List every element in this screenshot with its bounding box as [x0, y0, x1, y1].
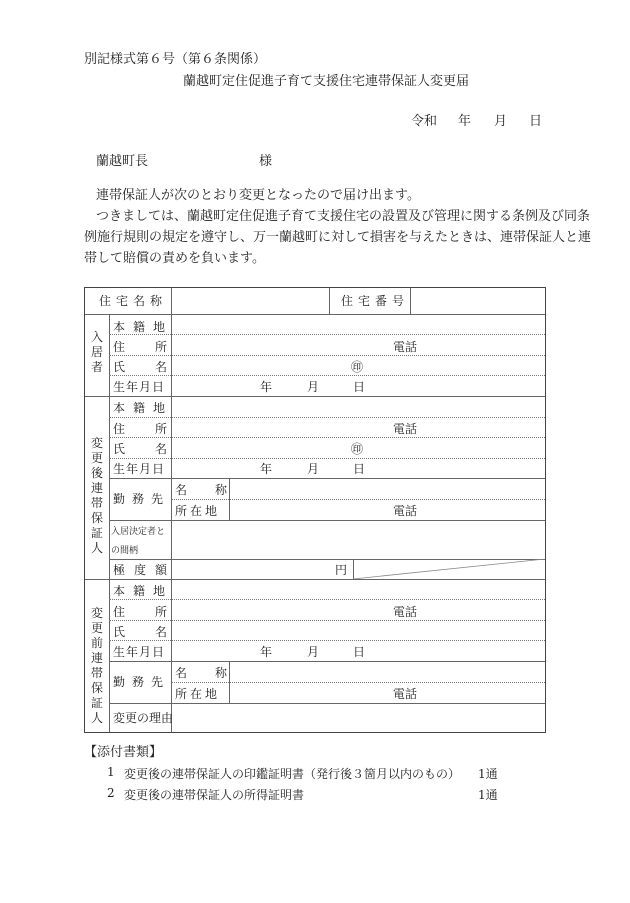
date-era: 令和 [411, 114, 438, 129]
vertical-char: 入 [90, 330, 103, 344]
vertical-char: 帯 [90, 666, 103, 680]
vertical-char: 人 [90, 541, 103, 555]
new-guarantor-section-label [90, 436, 104, 556]
new-guarantor-limit-yen: 円 [335, 563, 348, 577]
old-guarantor-birth-month: 月 [307, 645, 320, 659]
old-guarantor-section-label [90, 606, 104, 726]
old-guarantor-company-name-label-1: 名 [175, 666, 188, 680]
resident-name-label-2: 名 [155, 360, 168, 374]
vertical-char: 帯 [90, 496, 103, 510]
change-form-table [84, 287, 546, 733]
body-paragraph-2-line-2: 例施行規則の規定を遵守し、万一蘭越町に対して損害を与えたときは、連帯保証人と連 [84, 230, 592, 245]
attachment-quantity: 1通 [478, 767, 498, 781]
new-guarantor-relation-label-2: の間柄 [111, 546, 139, 556]
date-day: 日 [529, 114, 543, 129]
vertical-char: 前 [90, 636, 103, 650]
new-guarantor-workplace-label: 勤務先 [113, 492, 171, 506]
new-guarantor-company-name-label-2: 称 [215, 483, 228, 497]
housing-name-label: 住宅名称 [99, 294, 168, 308]
new-guarantor-address-label-2: 所 [155, 422, 168, 436]
old-guarantor-birth-day: 日 [353, 645, 366, 659]
old-guarantor-company-name-label-2: 称 [215, 666, 228, 680]
vertical-char: 連 [90, 651, 103, 665]
form-number: 別記様式第６号（第６条関係） [84, 52, 267, 67]
resident-honseki-label: 本籍地 [113, 320, 174, 334]
vertical-char: 更 [90, 451, 103, 465]
new-guarantor-limit-amount-label: 極度額 [113, 563, 177, 577]
limit-amount-diagonal-line [353, 559, 545, 579]
new-guarantor-seal-mark: ㊞ [351, 442, 364, 456]
attachment-number: 2 [107, 786, 115, 800]
resident-birthdate-label: 生年月日 [113, 380, 166, 394]
old-guarantor-address-label-2: 所 [155, 605, 168, 619]
body-paragraph-1: 連帯保証人が次のとおり変更となったので届け出ます。 [96, 188, 420, 203]
attachment-text: 変更後の連帯保証人の印鑑証明書（発行後３箇月以内のもの） [124, 767, 461, 781]
old-guarantor-company-location-label: 所在地 [175, 687, 221, 701]
new-guarantor-address-label-1: 住 [113, 422, 126, 436]
resident-seal-mark: ㊞ [351, 360, 364, 374]
v-resident-text [90, 330, 104, 375]
new-guarantor-relation-label-1: 入居決定者と [111, 527, 166, 537]
new-guarantor-birthdate-label: 生年月日 [113, 462, 166, 476]
new-guarantor-birth-month: 月 [307, 462, 320, 476]
old-guarantor-address-label-1: 住 [113, 605, 126, 619]
date-month: 月 [494, 114, 508, 129]
housing-name-field[interactable] [172, 288, 328, 314]
new-guarantor-company-name-label-1: 名 [175, 483, 188, 497]
new-guarantor-phone-label: 電話 [393, 422, 418, 436]
v-new-text [90, 436, 104, 556]
resident-name-label-1: 氏 [113, 360, 126, 374]
vertical-char: 人 [90, 711, 103, 725]
new-guarantor-honseki-label: 本籍地 [113, 401, 174, 415]
vertical-char: 変 [90, 606, 103, 620]
old-guarantor-name-label-2: 名 [155, 625, 168, 639]
vertical-char: 後 [90, 466, 103, 480]
new-guarantor-birth-year: 年 [260, 462, 273, 476]
new-guarantor-name-label-2: 名 [155, 442, 168, 456]
resident-birth-year: 年 [260, 380, 273, 394]
attachments-heading: 【添付書類】 [84, 745, 163, 760]
old-guarantor-workplace-label: 勤務先 [113, 675, 171, 689]
resident-address-label-1: 住 [113, 340, 126, 354]
new-guarantor-company-phone-label: 電話 [393, 504, 418, 518]
resident-birth-day: 日 [353, 380, 366, 394]
vertical-char: 保 [90, 681, 103, 695]
vertical-char: 保 [90, 511, 103, 525]
old-guarantor-phone-label: 電話 [393, 605, 418, 619]
vertical-char: 証 [90, 526, 103, 540]
addressee-honorific: 様 [259, 154, 273, 169]
old-guarantor-honseki-label: 本籍地 [113, 584, 174, 598]
resident-section-label [90, 330, 104, 375]
attachment-quantity: 1通 [478, 788, 498, 802]
new-guarantor-name-label-1: 氏 [113, 442, 126, 456]
vertical-char: 更 [90, 621, 103, 635]
vertical-char: 者 [90, 360, 103, 374]
date-year: 年 [458, 114, 472, 129]
old-guarantor-name-label-1: 氏 [113, 625, 126, 639]
resident-address-label-2: 所 [155, 340, 168, 354]
attachment-text: 変更後の連帯保証人の所得証明書 [124, 788, 305, 802]
vertical-char: 連 [90, 481, 103, 495]
housing-number-field[interactable] [411, 288, 545, 314]
body-paragraph-2-line-1: つきましては、蘭越町定住促進子育て支援住宅の設置及び管理に関する条例及び同条 [96, 209, 591, 224]
old-guarantor-birth-year: 年 [260, 645, 273, 659]
old-guarantor-change-reason-label: 変更の理由 [113, 711, 174, 725]
resident-phone-label: 電話 [393, 340, 418, 354]
v-old-text [90, 606, 104, 726]
vertical-char: 居 [90, 345, 103, 359]
old-guarantor-birthdate-label: 生年月日 [113, 645, 166, 659]
vertical-char: 証 [90, 696, 103, 710]
housing-number-label: 住宅番号 [341, 294, 410, 308]
old-guarantor-company-phone-label: 電話 [393, 687, 418, 701]
new-guarantor-company-location-label: 所在地 [175, 504, 221, 518]
resident-birth-month: 月 [307, 380, 320, 394]
vertical-char: 変 [90, 436, 103, 450]
form-title: 蘭越町定住促進子育て支援住宅連帯保証人変更届 [183, 74, 470, 89]
new-guarantor-birth-day: 日 [353, 462, 366, 476]
attachment-number: 1 [107, 765, 115, 779]
body-paragraph-2-line-3: 帯して賠償の責めを負います。 [84, 251, 265, 266]
addressee-name: 蘭越町長 [96, 154, 149, 169]
